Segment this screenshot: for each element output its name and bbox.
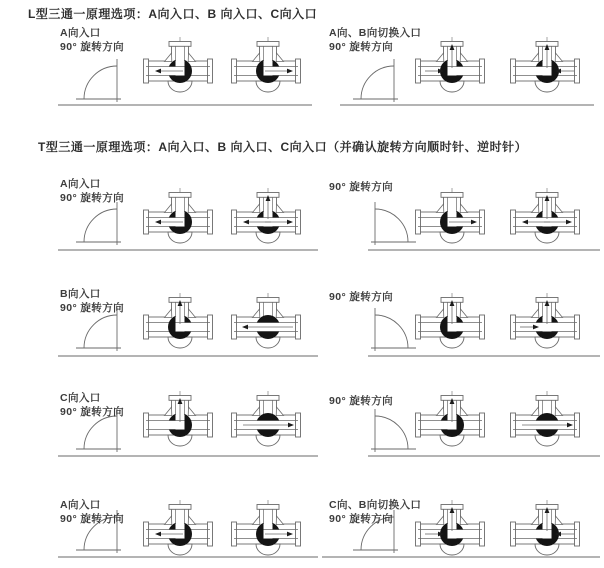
- group-label: 90° 旋转方向: [329, 395, 393, 407]
- group-label: A向入口: [60, 178, 101, 190]
- ball-valve-symbol: [511, 37, 580, 92]
- ball-valve-symbol: [511, 188, 580, 243]
- group-label: C向入口: [60, 392, 101, 404]
- ball-valve-symbol: [511, 391, 580, 446]
- group-label: A向、B向切换入口: [329, 27, 422, 39]
- ball-valve-symbol: [416, 293, 485, 348]
- ball-valve-symbol: [232, 391, 301, 446]
- rotation-arc: [353, 59, 398, 102]
- rotation-arc: [371, 308, 416, 351]
- ball-valve-symbol: [232, 500, 301, 555]
- group-label: 90° 旋转方向: [329, 513, 393, 525]
- ball-valve-symbol: [144, 188, 213, 243]
- ball-valve-symbol: [232, 188, 301, 243]
- group-label: 90° 旋转方向: [329, 291, 393, 303]
- group-label: 90° 旋转方向: [60, 406, 124, 418]
- rotation-arc: [76, 59, 121, 102]
- ball-valve-symbol: [416, 500, 485, 555]
- ball-valve-symbol: [416, 391, 485, 446]
- ball-valve-symbol: [416, 188, 485, 243]
- ball-valve-symbol: [144, 500, 213, 555]
- group-label: 90° 旋转方向: [329, 41, 393, 53]
- group-label: 90° 旋转方向: [60, 302, 124, 314]
- group-label: 90° 旋转方向: [60, 513, 124, 525]
- ball-valve-symbol: [511, 500, 580, 555]
- t-row1-rotation: [368, 188, 600, 250]
- ball-valve-symbol: [416, 37, 485, 92]
- group-label: 90° 旋转方向: [329, 181, 393, 193]
- l-type-title: L型三通一原理选项：A向入口、B 向入口、C向入口: [28, 7, 318, 21]
- ball-valve-symbol: [511, 293, 580, 348]
- ball-valve-symbol: [232, 37, 301, 92]
- group-label: A向入口: [60, 499, 101, 511]
- ball-valve-symbol: [144, 293, 213, 348]
- t-row3-rotation: [368, 391, 600, 456]
- t-type-title: T型三通一原理选项：A向入口、B 向入口、C向入口（并确认旋转方向顺时针、逆时针）: [38, 140, 528, 154]
- ball-valve-symbol: [232, 293, 301, 348]
- rotation-arc: [371, 202, 416, 245]
- group-label: A向入口: [60, 27, 101, 39]
- ball-valve-symbol: [144, 37, 213, 92]
- t-row2-rotation: [368, 293, 600, 356]
- ball-valve-symbol: [144, 391, 213, 446]
- group-label: B向入口: [60, 288, 101, 300]
- rotation-arc: [76, 202, 121, 245]
- rotation-arc: [371, 409, 416, 452]
- group-label: 90° 旋转方向: [60, 41, 124, 53]
- group-label: 90° 旋转方向: [60, 192, 124, 204]
- group-label: C向、B向切换入口: [329, 499, 422, 511]
